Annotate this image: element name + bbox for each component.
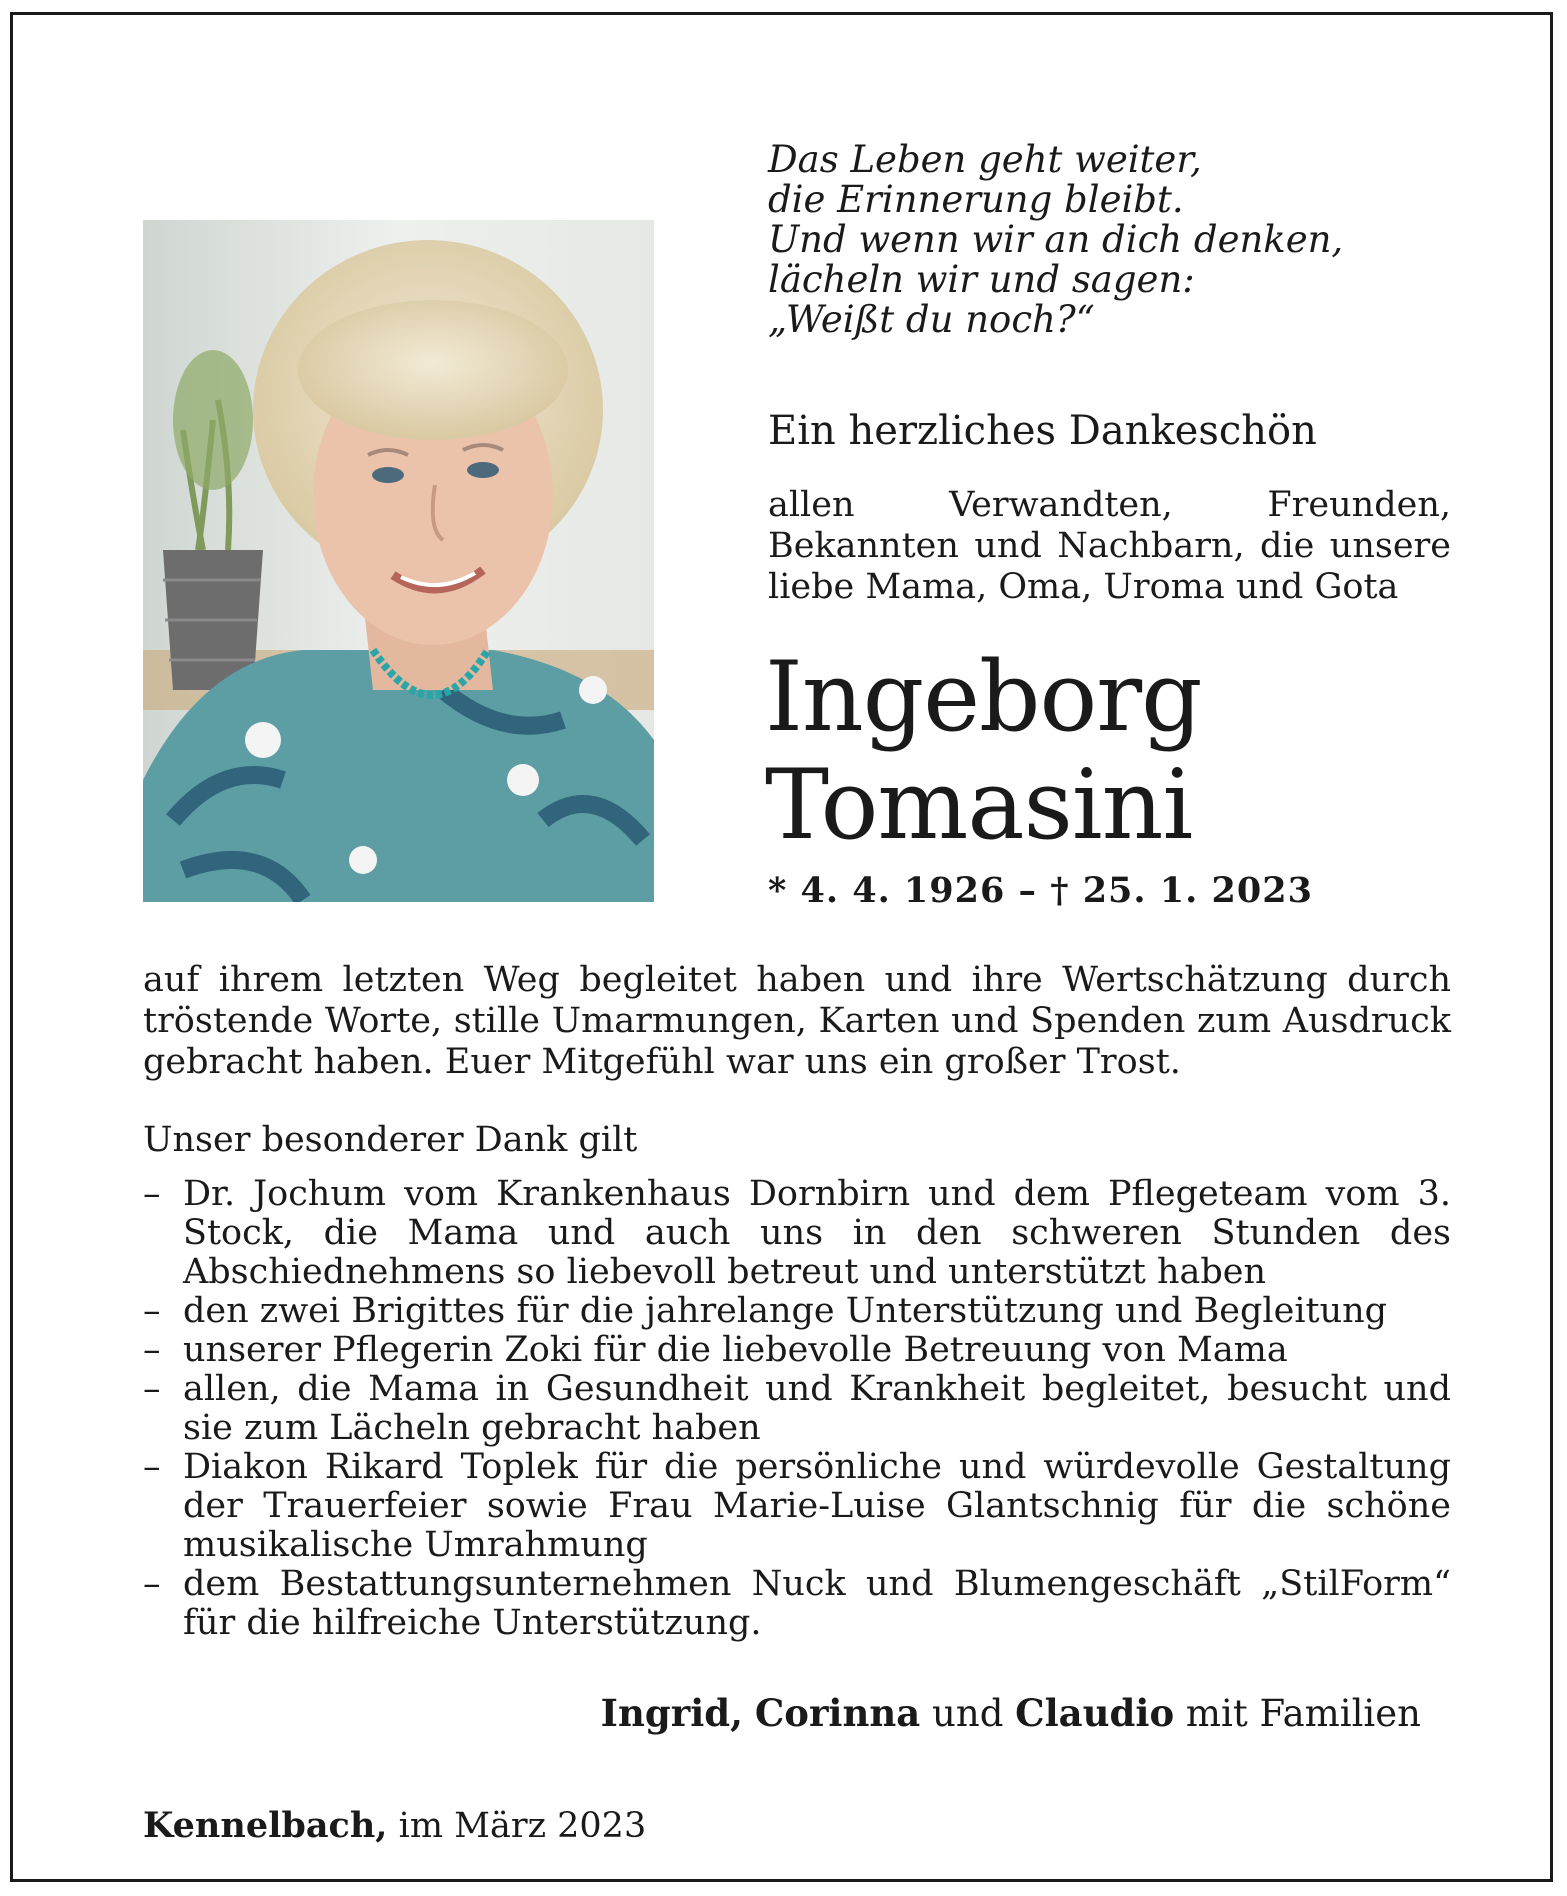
dash-bullet: – (143, 1369, 161, 1409)
dash-bullet: – (143, 1291, 161, 1331)
poem-line: die Erinnerung bleibt. (768, 178, 1184, 221)
signature-name-ingrid: Ingrid, (600, 1691, 744, 1735)
dash-bullet: – (143, 1564, 161, 1604)
place: Kennelbach, (143, 1805, 388, 1846)
list-item (143, 1448, 1451, 1565)
list-item-text: allen, die Mama in Gesundheit und Krankheit begleitet, besucht und sie zum Lächeln gebracht haben (183, 1369, 1451, 1448)
date: im März 2023 (398, 1806, 647, 1846)
signature-und: und (932, 1692, 1004, 1735)
dash-bullet: – (143, 1447, 161, 1487)
portrait-photo (143, 220, 654, 902)
list-item-text: den zwei Brigittes für die jahrelange Unterstützung und Begleitung (183, 1291, 1388, 1331)
signature-name-claudio: Claudio (1015, 1691, 1175, 1735)
list-item (143, 1331, 1451, 1370)
list-item (143, 1292, 1451, 1331)
list-item (143, 1175, 1451, 1292)
poem-line: Und wenn wir an dich denken, (768, 218, 1344, 261)
list-item-text: Dr. Jochum vom Krankenhaus Dornbirn und dem Pflegeteam vom 3. Stock, die Mama und auch uns in den schweren Stunden des Abschiednehmens so liebevoll betreut und unterstützt haben (183, 1174, 1451, 1292)
deceased-name (765, 643, 1202, 859)
poem-line: Das Leben geht weiter, (768, 138, 1202, 181)
list-item-text: unserer Pflegerin Zoki für die liebevolle Betreuung von Mama (183, 1330, 1288, 1370)
life-dates: * 4. 4. 1926 – † 25. 1. 2023 (768, 870, 1313, 911)
thanks-intro: allen Verwandten, Freunden, Bekannten und Nachbarn, die unsere liebe Mama, Oma, Uroma und Gota (768, 485, 1451, 607)
list-item-text: dem Bestattungsunternehmen Nuck und Blumengeschäft „StilForm“ für die hilfreiche Unterstützung. (183, 1564, 1451, 1643)
special-thanks-heading: Unser besonderer Dank gilt (143, 1120, 638, 1160)
list-item (143, 1370, 1451, 1448)
place-date (143, 1805, 646, 1846)
obituary-frame (10, 12, 1553, 1882)
dash-bullet: – (143, 1330, 161, 1370)
signature (601, 1691, 1421, 1735)
list-item-text: Diakon Rikard Toplek für die persönliche und würdevolle Gestaltung der Trauerfeier sowie Frau Marie-Luise Glantschnig für die schöne musikalische Umrahmung (183, 1447, 1451, 1565)
poem-line: lächeln wir und sagen: (768, 258, 1195, 301)
thanks-heading: Ein herzliches Dankeschön (768, 408, 1317, 454)
signature-suffix: mit Familien (1185, 1692, 1421, 1735)
last-name: Tomasini (765, 749, 1193, 861)
signature-name-corinna: Corinna (754, 1691, 921, 1735)
poem-line: „Weißt du noch?“ (768, 298, 1095, 341)
thanks-paragraph: auf ihrem letzten Weg begleitet haben und ihre Wertschätzung durch tröstende Worte, stille Umarmungen, Karten und Spenden zum Ausdruck gebracht haben. Euer Mitgefühl war uns ein großer Trost. (143, 960, 1451, 1082)
list-item (143, 1565, 1451, 1643)
thanks-list (143, 1175, 1451, 1643)
first-name: Ingeborg (765, 641, 1202, 753)
dash-bullet: – (143, 1174, 161, 1214)
memorial-poem (768, 140, 1343, 340)
